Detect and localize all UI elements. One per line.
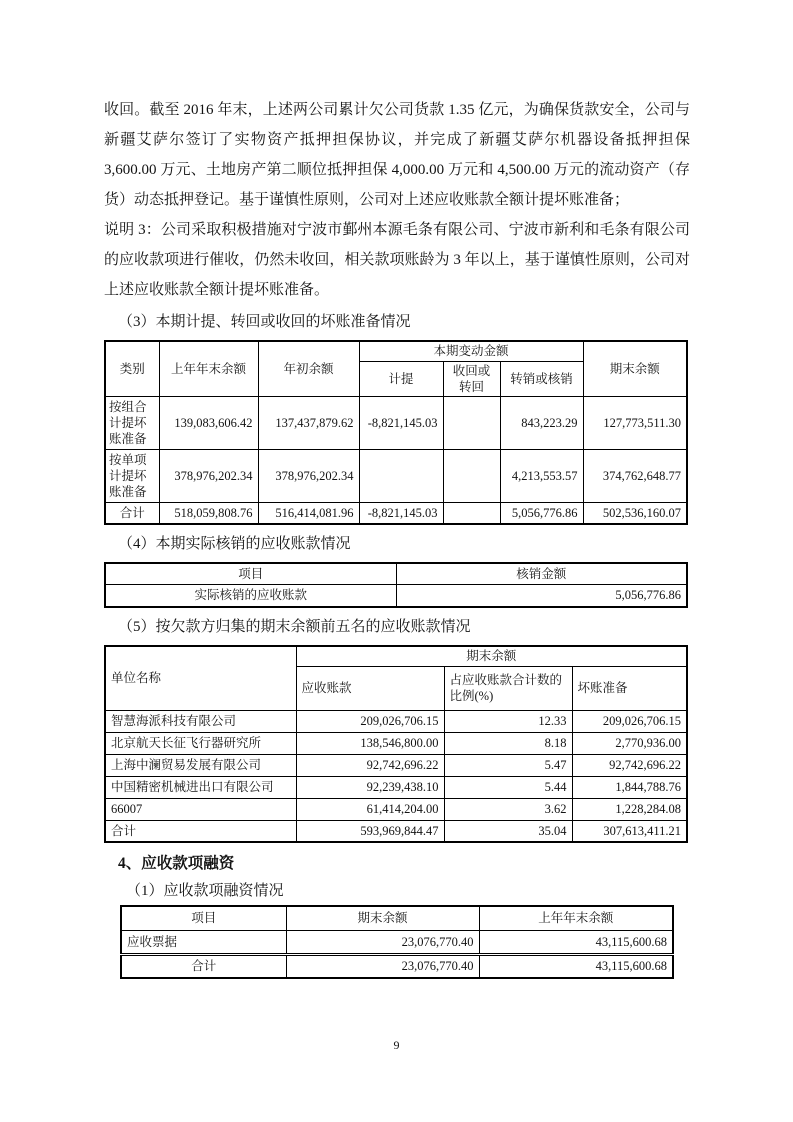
table-cell: 5,056,776.86 xyxy=(500,502,583,524)
heading-section-5: （5）按欠款方归集的期末余额前五名的应收账款情况 xyxy=(118,619,471,635)
header-accounts-receivable: 应收账款 xyxy=(296,666,444,710)
table-cell: 518,059,808.76 xyxy=(159,502,258,524)
table-cell: 3.62 xyxy=(444,798,572,820)
table-cell: 307,613,411.21 xyxy=(572,820,687,842)
table-cell: 138,546,800.00 xyxy=(296,732,444,754)
table-total-row xyxy=(105,502,687,524)
header-item: 项目 xyxy=(121,906,286,930)
header-prev-year-end: 上年年末余额 xyxy=(159,341,258,396)
table-row xyxy=(105,396,687,449)
table-cell: 8.18 xyxy=(444,732,572,754)
row-label: 应收票据 xyxy=(121,930,286,954)
table-cell: 43,115,600.68 xyxy=(479,954,673,978)
table-cell: 35.04 xyxy=(444,820,572,842)
table-cell: 1,844,788.76 xyxy=(572,776,687,798)
table-cell: 4,213,553.57 xyxy=(500,449,583,502)
table-row xyxy=(105,798,687,820)
table-cell: 92,239,438.10 xyxy=(296,776,444,798)
table-cell: 209,026,706.15 xyxy=(296,710,444,732)
header-year-begin: 年初余额 xyxy=(258,341,359,396)
header-ratio: 占应收账款合计数的比例(%) xyxy=(444,666,572,710)
table-cell: 593,969,844.47 xyxy=(296,820,444,842)
header-category: 类别 xyxy=(105,341,159,396)
paragraph-collection-note: 收回。截至 2016 年末，上述两公司累计欠公司货款 1.35 亿元，为确保货款安全，公司与新疆艾萨尔签订了实物资产抵押担保协议，并完成了新疆艾萨尔机器设备抵押担保 3,600.00 万元、土地房产第二顺位抵押担保 4,000.00 万元和 4,500.00 万元的流动资产（存货）动态抵押登记。基于谨慎性原则，公司对上述应收账款全额计提坏账准备； xyxy=(104,102,690,208)
table-total-row xyxy=(105,820,687,842)
table-cell xyxy=(443,502,500,524)
table-cell: 516,414,081.96 xyxy=(258,502,359,524)
row-label: 按单项计提坏账准备 xyxy=(105,449,159,502)
table-cell: 2,770,936.00 xyxy=(572,732,687,754)
table-row xyxy=(105,584,687,607)
unit-name: 北京航天长征飞行器研究所 xyxy=(105,732,296,754)
page-number: 9 xyxy=(393,1038,400,1052)
table-cell xyxy=(359,449,443,502)
table-cell: 374,762,648.77 xyxy=(583,449,687,502)
row-label: 合计 xyxy=(105,820,296,842)
unit-name: 中国精密机械进出口有限公司 xyxy=(105,776,296,798)
header-prev-year-end-balance: 上年年末余额 xyxy=(479,906,673,930)
table-cell: 5.44 xyxy=(444,776,572,798)
table-row xyxy=(105,449,687,502)
table-row xyxy=(105,754,687,776)
table-cell: 43,115,600.68 xyxy=(479,930,673,954)
table-row xyxy=(105,732,687,754)
heading-receivables-financing-detail: （1）应收款项融资情况 xyxy=(126,883,284,899)
table-row xyxy=(121,930,673,954)
row-label: 按组合计提坏账准备 xyxy=(105,396,159,449)
paragraph-note-3: 说明 3：公司采取积极措施对宁波市鄞州本源毛条有限公司、宁波市新利和毛条有限公司的应收款项进行催收，仍然未收回，相关款项账龄为 3 年以上，基于谨慎性原则，公司对上述应收账款全额计提坏账准备。 xyxy=(104,222,690,298)
table-cell: 23,076,770.40 xyxy=(286,954,479,978)
header-write-off: 转销或核销 xyxy=(500,361,583,396)
table-cell: 61,414,204.00 xyxy=(296,798,444,820)
header-unit-name: 单位名称 xyxy=(105,646,296,710)
table-cell: 137,437,879.62 xyxy=(258,396,359,449)
table-cell: 12.33 xyxy=(444,710,572,732)
written-off-receivables-table xyxy=(104,562,688,608)
table-cell: -8,821,145.03 xyxy=(359,502,443,524)
unit-name: 上海中澜贸易发展有限公司 xyxy=(105,754,296,776)
header-recover: 收回或转回 xyxy=(443,361,500,396)
bad-debt-provision-table xyxy=(104,340,688,525)
unit-name: 66007 xyxy=(105,798,296,820)
table-cell: -8,821,145.03 xyxy=(359,396,443,449)
table-cell: 843,223.29 xyxy=(500,396,583,449)
table-cell xyxy=(443,396,500,449)
heading-receivables-financing: 4、应收款项融资 xyxy=(118,855,235,872)
table-total-row xyxy=(121,954,673,978)
header-bad-debt-provision: 坏账准备 xyxy=(572,666,687,710)
header-period-end: 期末余额 xyxy=(583,341,687,396)
header-write-off-amount: 核销金额 xyxy=(396,563,687,584)
receivables-financing-table xyxy=(120,905,674,979)
table-cell: 378,976,202.34 xyxy=(159,449,258,502)
row-label: 合计 xyxy=(105,502,159,524)
table-cell: 5.47 xyxy=(444,754,572,776)
table-row xyxy=(105,710,687,732)
table-cell: 127,773,511.30 xyxy=(583,396,687,449)
table-row xyxy=(105,776,687,798)
table-cell: 139,083,606.42 xyxy=(159,396,258,449)
table-cell: 502,536,160.07 xyxy=(583,502,687,524)
table-cell: 5,056,776.86 xyxy=(396,584,687,607)
table-cell: 1,228,284.08 xyxy=(572,798,687,820)
header-period-end-balance: 期末余额 xyxy=(296,646,687,666)
unit-name: 智慧海派科技有限公司 xyxy=(105,710,296,732)
row-label: 实际核销的应收账款 xyxy=(105,584,396,607)
table-cell: 209,026,706.15 xyxy=(572,710,687,732)
heading-section-4: （4）本期实际核销的应收账款情况 xyxy=(118,536,351,552)
top-five-receivables-table xyxy=(104,645,688,843)
table-cell: 378,976,202.34 xyxy=(258,449,359,502)
header-item: 项目 xyxy=(105,563,396,584)
table-cell: 92,742,696.22 xyxy=(572,754,687,776)
heading-section-3: （3）本期计提、转回或收回的坏账准备情况 xyxy=(118,314,411,330)
header-accrual: 计提 xyxy=(359,361,443,396)
row-label: 合计 xyxy=(121,954,286,978)
table-cell: 92,742,696.22 xyxy=(296,754,444,776)
header-current-change: 本期变动金额 xyxy=(359,341,583,361)
header-period-end-balance: 期末余额 xyxy=(286,906,479,930)
table-cell: 23,076,770.40 xyxy=(286,930,479,954)
table-cell xyxy=(443,449,500,502)
